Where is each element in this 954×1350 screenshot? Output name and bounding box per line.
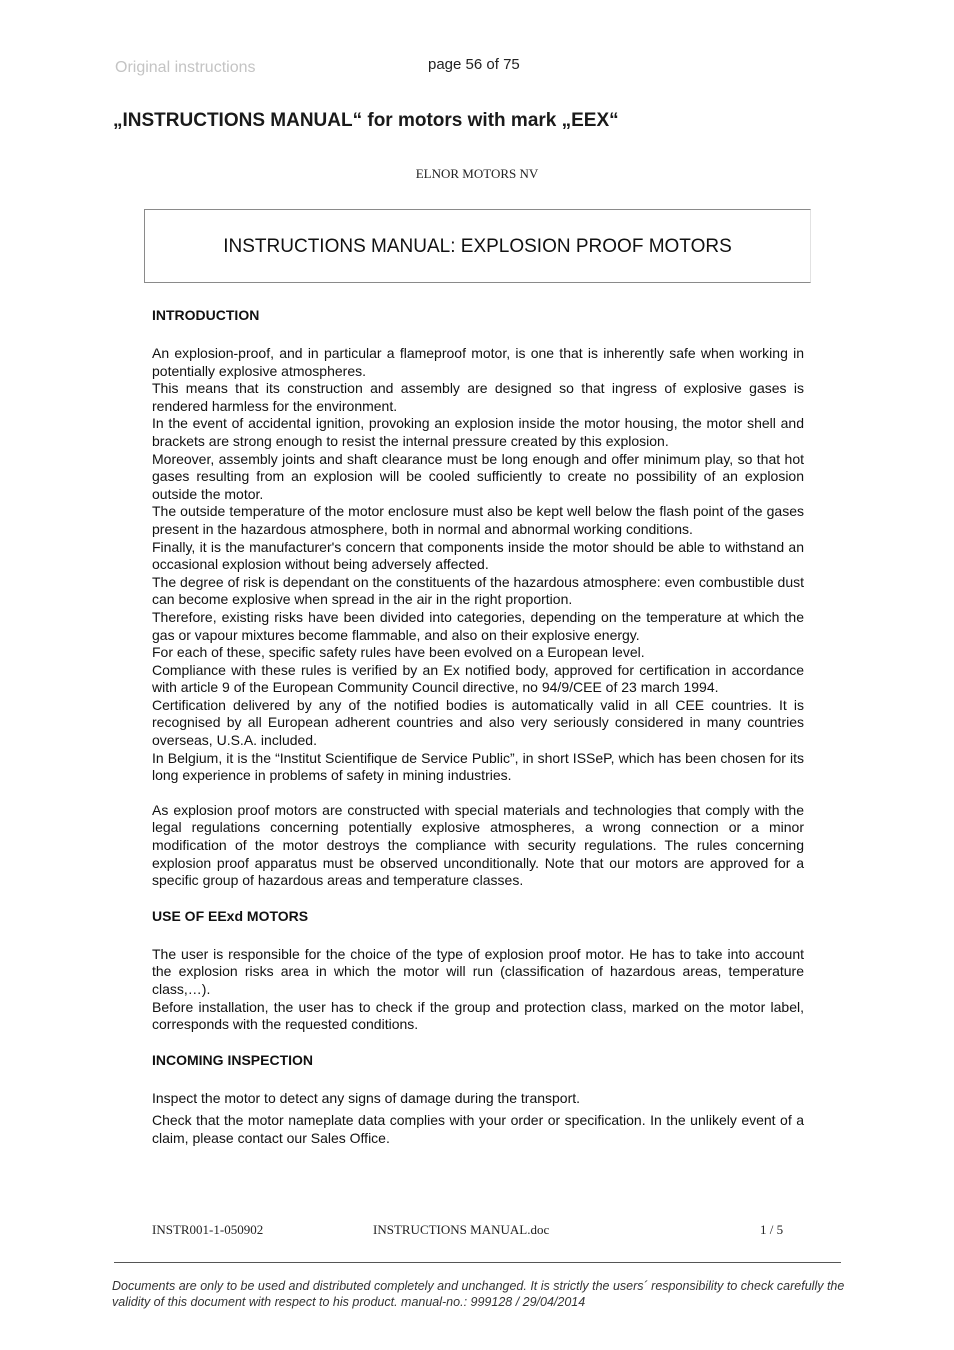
- paragraph: Check that the motor nameplate data complies with your order or specification. In the unlikely event of a claim, please contact our Sales Office.: [152, 1112, 804, 1146]
- paragraph: For each of these, specific safety rules have been evolved on a European level.: [152, 644, 645, 661]
- document-body: [152, 305, 804, 1148]
- section-heading-inspection: INCOMING INSPECTION: [152, 1051, 314, 1068]
- footer-divider: [114, 1262, 841, 1263]
- paragraph: Therefore, existing risks have been divided into categories, depending on the temperature at which the gas or vapour mixtures become flammable, and also on their explosive energy.: [152, 608, 804, 643]
- section-heading-use: USE OF EExd MOTORS: [152, 907, 309, 924]
- original-instructions-label: Original instructions: [115, 59, 256, 76]
- footer-page: 1 / 5: [760, 1222, 784, 1237]
- paragraph: Compliance with these rules is verified by an Ex notified body, approved for certification in accordance with article 9 of the European Community Council directive, no 94/9/CEE of 23 march 1994.: [152, 661, 804, 696]
- paragraph: Certification delivered by any of the notified bodies is automatically valid in all CEE countries. It is recognised by all European adherent countries and also very seriously considered in many countries overseas, U.S.A. included.: [152, 696, 804, 749]
- paragraph: The outside temperature of the motor enclosure must also be kept well below the flash point of the gases present in the hazardous atmosphere, both in normal and abnormal working conditions.: [152, 503, 804, 537]
- section-heading-introduction: INTRODUCTION: [152, 307, 260, 323]
- document-title-box: [144, 209, 811, 283]
- paragraph: As explosion proof motors are constructed with special materials and technologies that comply with the legal regulations concerning potentially explosive atmospheres, a wrong connection or a minor modification of the motor destroys the compliance with security regulations. The rules concerning explosion proof apparatus must be observed unconditionally. Note that our motors are approved for a specific group of hazardous areas and temperature classes.: [152, 801, 804, 889]
- footer-doc-id: INSTR001-1-050902: [152, 1222, 264, 1237]
- paragraph: An explosion-proof, and in particular a flameproof motor, is one that is inherently safe when working in potentially explosive atmospheres.: [152, 345, 804, 379]
- footer-disclaimer: Documents are only to be used and distributed completely and unchanged. It is strictly the users´ responsibility to check carefully the validity of this document with respect to his product. manual-no.: 999128 / 29/04/2014: [112, 1279, 845, 1309]
- page-title: „INSTRUCTIONS MANUAL“ for motors with mark „EEX“: [113, 110, 619, 131]
- paragraph: In Belgium, it is the “Institut Scientifique de Service Public”, in short ISSeP, which has been chosen for its long experience in problems of safety in mining industries.: [152, 749, 804, 784]
- document-title: INSTRUCTIONS MANUAL: EXPLOSION PROOF MOTORS: [223, 236, 732, 257]
- paragraph: This means that its construction and assembly are designed so that ingress of explosive gases is rendered harmless for the environment.: [152, 380, 804, 414]
- paragraph: Moreover, assembly joints and shaft clearance must be long enough and offer minimum play, so that hot gases resulting from an explosion will be cooled sufficiently to create no possibility of an explosion outside the motor.: [152, 450, 804, 502]
- paragraph: The user is responsible for the choice of the type of explosion proof motor. He has to take into account the explosion risks area in which the motor will run (classification of hazardous areas, temperature class,…).: [152, 945, 804, 997]
- paragraph: The degree of risk is dependant on the constituents of the hazardous atmosphere: even combustible dust can become explosive when spread in the air in the right proportion.: [152, 573, 804, 608]
- page-number: page 56 of 75: [428, 56, 520, 73]
- footer-doc-name: INSTRUCTIONS MANUAL.doc: [373, 1222, 550, 1237]
- paragraph: Before installation, the user has to check if the group and protection class, marked on the motor label, corresponds with the requested conditions.: [152, 998, 804, 1033]
- company-name: ELNOR MOTORS NV: [415, 166, 539, 181]
- paragraph: In the event of accidental ignition, provoking an explosion inside the motor housing, the motor shell and brackets are strong enough to resist the internal pressure created by this explosion.: [152, 415, 804, 449]
- paragraph: Inspect the motor to detect any signs of damage during the transport.: [152, 1089, 581, 1106]
- paragraph: Finally, it is the manufacturer's concern that components inside the motor should be able to withstand an occasional explosion without being adversely affected.: [152, 538, 804, 573]
